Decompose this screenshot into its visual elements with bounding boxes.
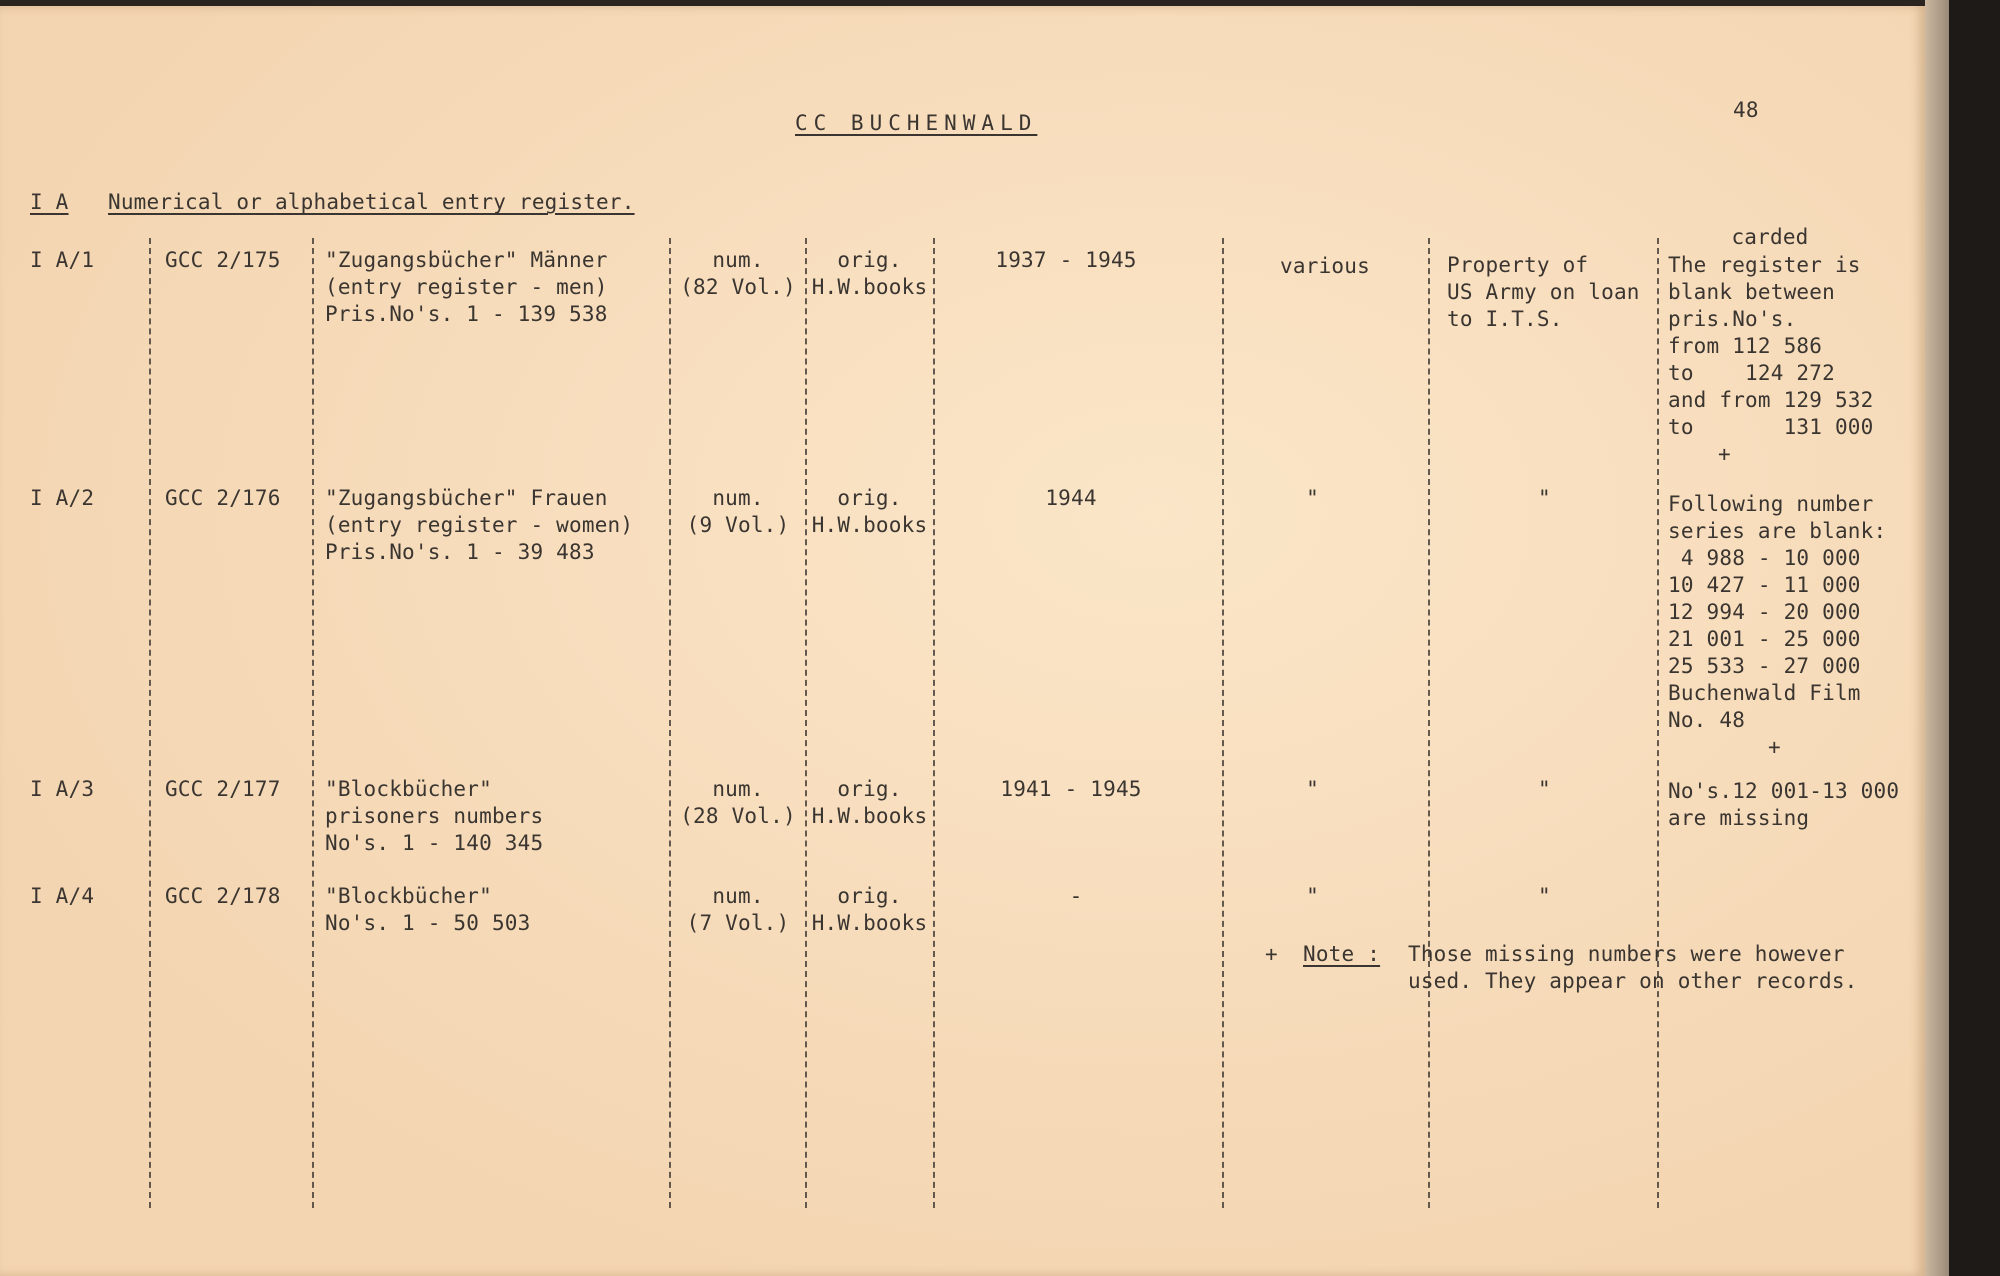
entry-remark-line: to 124 272 xyxy=(1668,361,1835,385)
column-divider xyxy=(1657,238,1659,1208)
entry-id: I A/3 xyxy=(30,777,95,801)
entry-remark-line: 10 427 - 11 000 xyxy=(1668,573,1861,597)
entry-storage: " xyxy=(1306,486,1319,510)
column-divider xyxy=(933,238,935,1208)
entry-type-line: num. xyxy=(712,777,764,801)
entry-remark-line: and from 129 532 xyxy=(1668,388,1874,412)
entry-description-line: prisoners numbers xyxy=(325,804,544,828)
entry-kind-line: H.W.books xyxy=(811,911,928,935)
note-marker: + xyxy=(1265,942,1278,966)
entry-remark-line: Buchenwald Film xyxy=(1668,681,1861,705)
entry-kind-line: H.W.books xyxy=(811,513,928,537)
entry-kind-line: orig. xyxy=(837,777,902,801)
column-divider xyxy=(669,238,671,1208)
column-divider xyxy=(805,238,807,1208)
entry-reference: GCC 2/176 xyxy=(165,486,281,510)
entry-remark-line: carded xyxy=(1731,225,1809,249)
entry-period: 1941 - 1945 xyxy=(1000,777,1142,801)
entry-owner-line: " xyxy=(1538,777,1551,801)
entry-remark-line: Following number xyxy=(1668,492,1874,516)
note-text-line: Those missing numbers were however xyxy=(1408,942,1845,966)
entry-description-line: "Zugangsbücher" Frauen xyxy=(325,486,608,510)
entry-remark-line: No's.12 001-13 000 xyxy=(1668,779,1900,803)
entry-description-line: (entry register - women) xyxy=(325,513,634,537)
entry-type-line: (28 Vol.) xyxy=(680,804,796,828)
entry-remark-line: + xyxy=(1768,735,1781,759)
entry-remark-line: series are blank: xyxy=(1668,519,1887,543)
entry-description-line: Pris.No's. 1 - 39 483 xyxy=(325,540,595,564)
column-divider xyxy=(1428,238,1430,1208)
entry-owner-line: " xyxy=(1538,486,1551,510)
entry-remark-line: + xyxy=(1718,442,1731,466)
entry-remark-line: The register is xyxy=(1668,253,1861,277)
section-code: I A xyxy=(30,190,69,214)
note-label: Note : xyxy=(1303,942,1381,966)
column-divider xyxy=(149,238,151,1208)
entry-id: I A/1 xyxy=(30,248,95,272)
entry-remark-line: 12 994 - 20 000 xyxy=(1668,600,1861,624)
entry-period: 1937 - 1945 xyxy=(995,248,1137,272)
entry-kind-line: orig. xyxy=(837,486,902,510)
entry-description-line: (entry register - men) xyxy=(325,275,608,299)
column-divider xyxy=(312,238,314,1208)
entry-kind-line: H.W.books xyxy=(811,804,928,828)
section-title: Numerical or alphabetical entry register. xyxy=(108,190,635,214)
entry-type-line: (82 Vol.) xyxy=(680,275,796,299)
entry-type-line: (7 Vol.) xyxy=(686,911,790,935)
entry-reference: GCC 2/177 xyxy=(165,777,281,801)
entry-id: I A/4 xyxy=(30,884,95,908)
entry-remark-line: blank between xyxy=(1668,280,1835,304)
entry-remark-line: No. 48 xyxy=(1668,708,1746,732)
entry-remark-line: pris.No's. xyxy=(1668,307,1797,331)
entry-kind-line: orig. xyxy=(837,884,902,908)
entry-reference: GCC 2/175 xyxy=(165,248,281,272)
entry-description-line: "Blockbücher" xyxy=(325,777,492,801)
entry-kind-line: H.W.books xyxy=(811,275,928,299)
entry-period: 1944 xyxy=(1045,486,1097,510)
entry-type-line: num. xyxy=(712,486,764,510)
entry-storage: various xyxy=(1280,254,1370,278)
entry-owner-line: US Army on loan xyxy=(1447,280,1640,304)
entry-remark-line: from 112 586 xyxy=(1668,334,1823,358)
entry-remark-line: 4 988 - 10 000 xyxy=(1668,546,1861,570)
entry-kind-line: orig. xyxy=(837,248,902,272)
entry-owner-line: " xyxy=(1538,884,1551,908)
document-page xyxy=(0,6,1925,1276)
entry-storage: " xyxy=(1306,884,1319,908)
entry-description-line: "Blockbücher" xyxy=(325,884,492,908)
entry-remark-line: are missing xyxy=(1668,806,1810,830)
entry-id: I A/2 xyxy=(30,486,95,510)
entry-description-line: Pris.No's. 1 - 139 538 xyxy=(325,302,608,326)
entry-storage: " xyxy=(1306,777,1319,801)
entry-period: - xyxy=(1069,884,1083,908)
page-number: 48 xyxy=(1733,98,1759,122)
entry-type-line: (9 Vol.) xyxy=(686,513,790,537)
entry-description-line: No's. 1 - 140 345 xyxy=(325,831,544,855)
entry-owner-line: to I.T.S. xyxy=(1447,307,1563,331)
entry-reference: GCC 2/178 xyxy=(165,884,281,908)
scan-background xyxy=(1949,0,2000,1276)
entry-type-line: num. xyxy=(712,248,764,272)
entry-owner-line: Property of xyxy=(1447,253,1589,277)
column-divider xyxy=(1222,238,1224,1208)
entry-remark-line: to 131 000 xyxy=(1668,415,1874,439)
note-text-line: used. They appear on other records. xyxy=(1408,969,1858,993)
entry-description-line: "Zugangsbücher" Männer xyxy=(325,248,608,272)
entry-remark-line: 21 001 - 25 000 xyxy=(1668,627,1861,651)
page-title: CC BUCHENWALD xyxy=(795,111,1038,135)
entry-type-line: num. xyxy=(712,884,764,908)
entry-description-line: No's. 1 - 50 503 xyxy=(325,911,531,935)
entry-remark-line: 25 533 - 27 000 xyxy=(1668,654,1861,678)
page-edge xyxy=(1925,0,1949,1276)
